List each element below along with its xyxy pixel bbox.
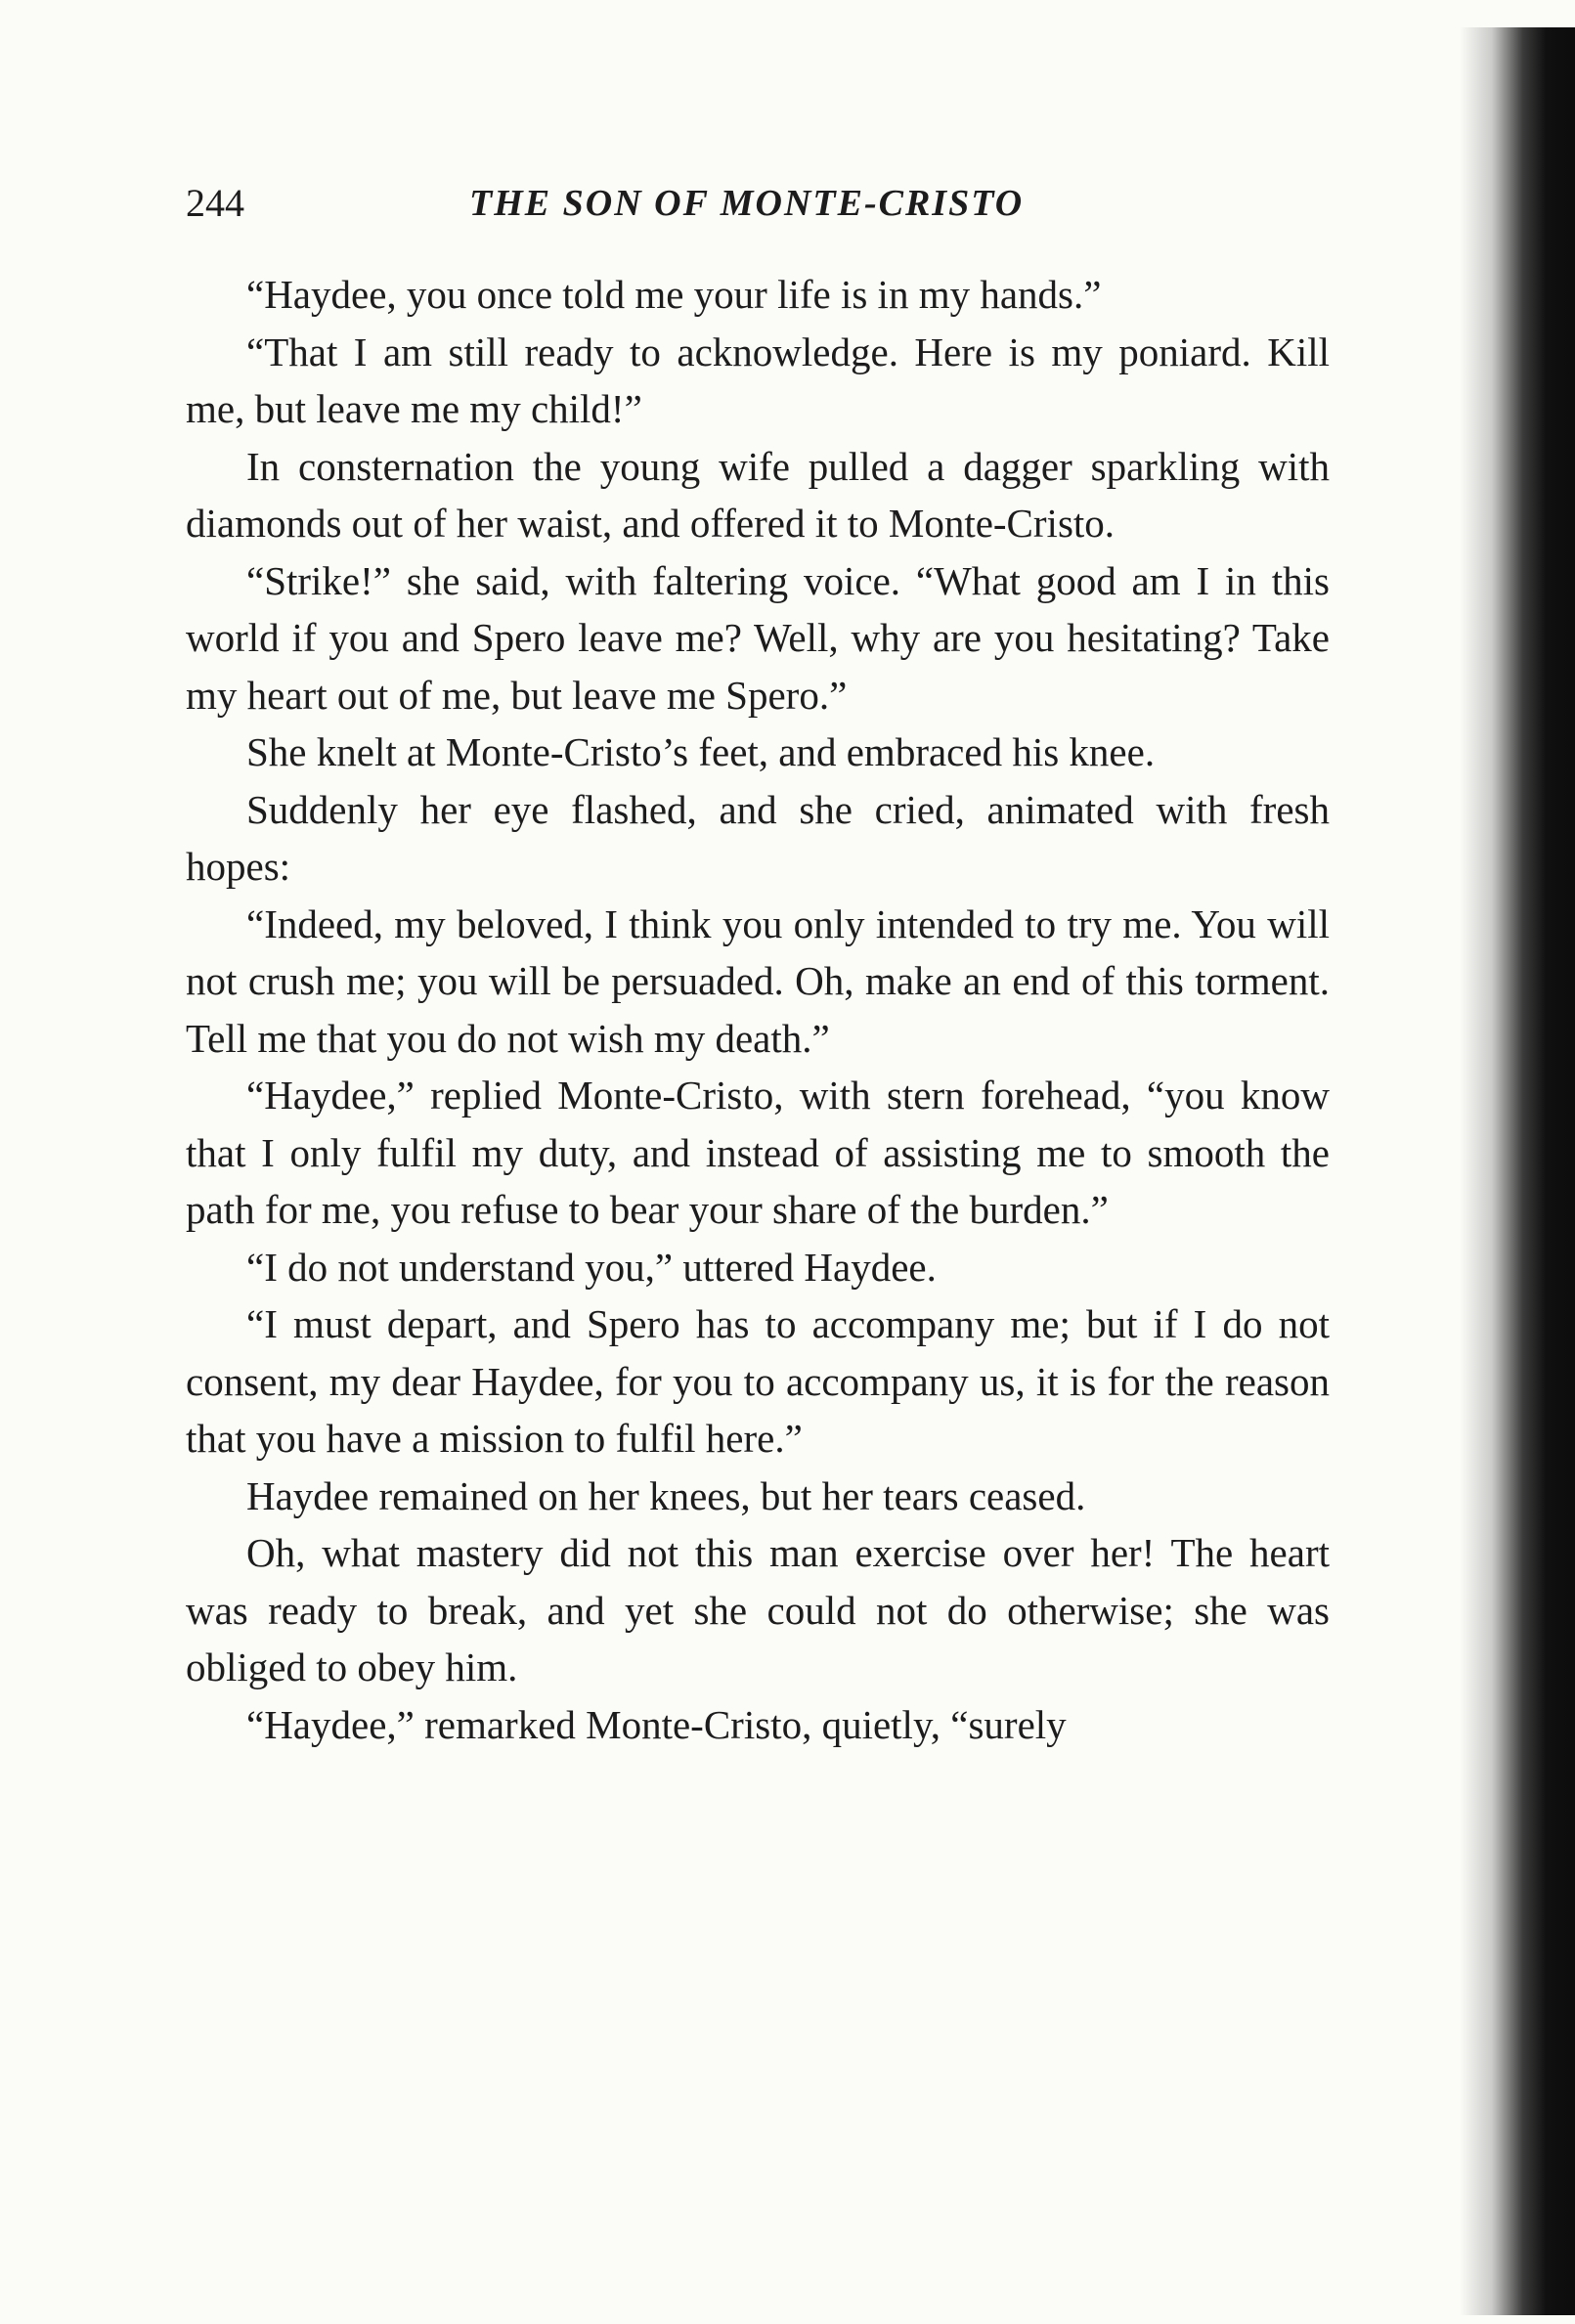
paragraph: “Haydee,” replied Monte-Cristo, with stern forehead, “you know that I only fulfil my duty, and instead of assisting me to smooth the path for me, you refuse to bear your share of the burden.” — [186, 1073, 1330, 1232]
paragraph: Suddenly her eye flashed, and she cried, animated with fresh hopes: — [186, 786, 1330, 889]
paragraph: Haydee remained on her knees, but her tears ceased. — [246, 1472, 1086, 1518]
paragraph: “Strike!” she said, with faltering voice. “What good am I in this world if you and Spero leave me? Well, why are you hesitating? Take my heart out of me, but leave me Spero.” — [186, 557, 1330, 718]
running-title: THE SON OF MONTE-CRISTO — [469, 183, 1025, 224]
paragraph: In consternation the young wife pulled a dagger sparkling with diamonds out of her waist, and offered it to Monte-Cristo. — [186, 443, 1330, 546]
book-spine-shadow — [1460, 27, 1575, 2315]
paragraph: “Haydee, you once told me your life is in my hands.” — [246, 272, 1102, 317]
paragraph: Oh, what mastery did not this man exercise over her! The heart was ready to break, and yet she could not do otherwise; she was obliged to obey him. — [186, 1530, 1330, 1689]
paragraph: “That I am still ready to acknowledge. Here is my poniard. Kill me, but leave me my child!” — [186, 329, 1330, 431]
page-header — [186, 176, 1330, 235]
paragraph: “I do not understand you,” uttered Haydee. — [246, 1244, 937, 1290]
paragraph: “Haydee,” remarked Monte-Cristo, quietly, “surely — [246, 1701, 1067, 1747]
page-number: 244 — [186, 181, 244, 225]
paragraph: She knelt at Monte-Cristo’s feet, and embraced his knee. — [246, 729, 1156, 774]
paragraph: “Indeed, my beloved, I think you only intended to try me. You will not crush me; you will be persuaded. Oh, make an end of this torment. Tell me that you do not wish my death.” — [186, 900, 1330, 1061]
page-body — [186, 266, 1330, 1753]
paragraph: “I must depart, and Spero has to accompany me; but if I do not consent, my dear Haydee, for you to accompany us, it is for the reason that you have a mission to fulfil here.” — [186, 1301, 1330, 1461]
